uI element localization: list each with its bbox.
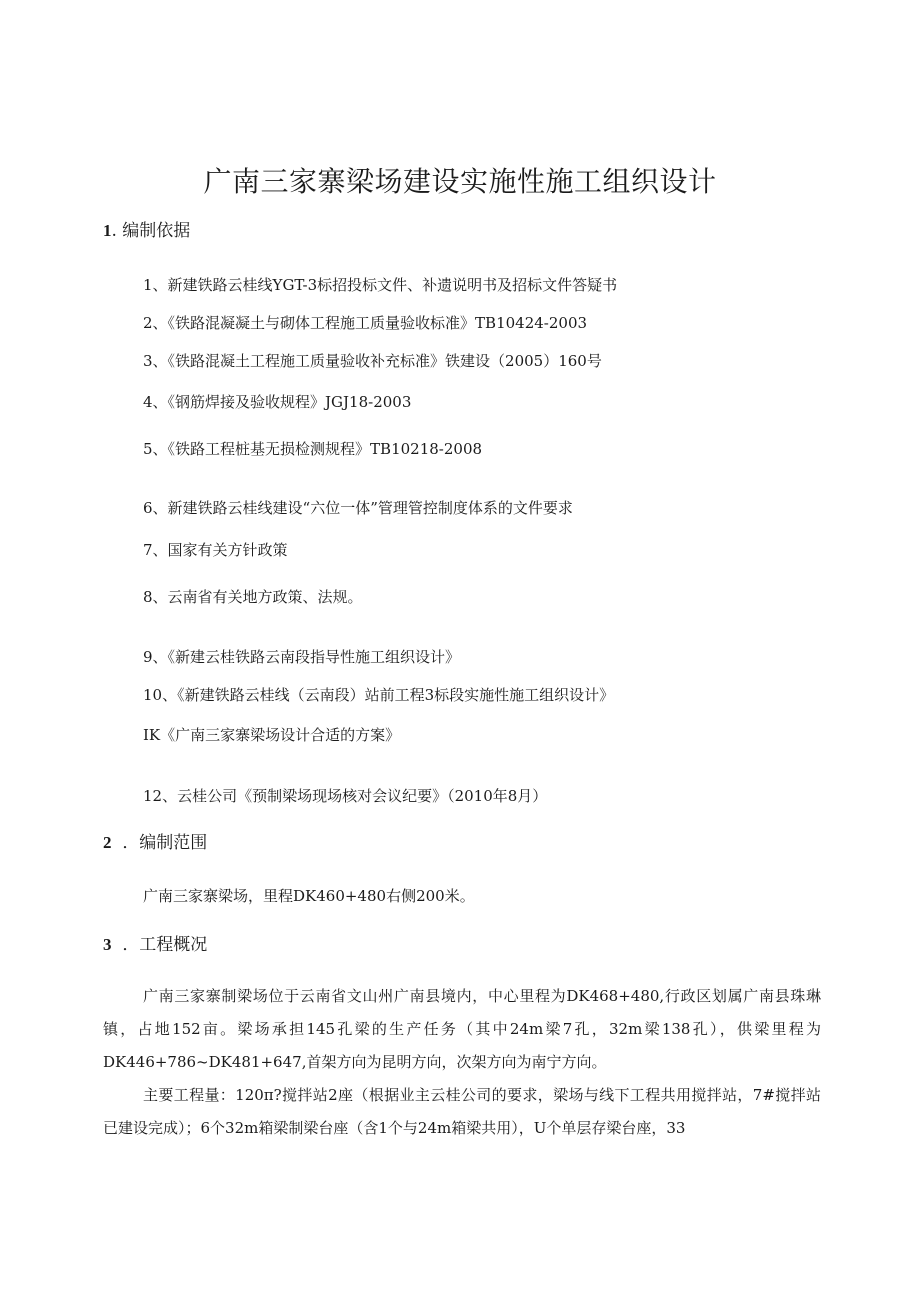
section-number: 2 [103, 833, 112, 852]
section-number: 3 [103, 935, 112, 954]
overview-paragraph-1: 广南三家寨制梁场位于云南省文山州广南县境内，中心里程为DK468+480,行政区划属广南县珠琳镇，占地152亩。梁场承担145孔梁的生产任务（其中24m梁7孔，32m梁138孔），供梁里程为DK446+786~DK481+647,首架方向为昆明方向，次架方向为南宁方向。 [103, 987, 821, 1071]
section-heading-basis [103, 216, 190, 241]
basis-item-1: 1、新建铁路云桂线YGT-3标招投标文件、补遗说明书及招标文件答疑书 [143, 276, 618, 294]
basis-item-5: 5、《铁路工程桩基无损检测规程》TB10218-2008 [143, 440, 483, 458]
overview-paragraph-2: 主要工程量：120π?搅拌站2座（根据业主云桂公司的要求，梁场与线下工程共用搅拌站，7#搅拌站已建设完成）；6个32m箱梁制梁台座（含1个与24m箱梁共用），U个单层存梁台座，33 [103, 1086, 821, 1137]
section-heading-overview [103, 930, 207, 955]
section-title: ．工程概况 [122, 935, 208, 955]
basis-item-3: 3、《铁路混凝土工程施工质量验收补充标准》铁建设（2005）160号 [143, 352, 602, 370]
basis-item-10: 10、《新建铁路云桂线（云南段）站前工程3标段实施性施工组织设计》 [143, 686, 615, 704]
basis-item-12: 12、云桂公司《预制梁场现场核对会议纪要》（2010年8月） [143, 787, 548, 805]
basis-item-4: 4、《钢筋焊接及验收规程》JGJ18-2003 [143, 393, 412, 411]
basis-item-7: 7、国家有关方针政策 [143, 541, 288, 559]
scope-text: 广南三家寨梁场，里程DK460+480右侧200米。 [143, 887, 475, 905]
basis-item-8: 8、云南省有关地方政策、法规。 [143, 588, 363, 606]
document-title: 广南三家寨梁场建设实施性施工组织设计 [203, 165, 717, 198]
section-number: 1 [103, 221, 112, 240]
section-title: ．编制范围 [122, 833, 208, 853]
basis-item-11: IK《广南三家寨梁场设计合适的方案》 [143, 726, 401, 744]
section-heading-scope [103, 828, 207, 853]
basis-item-2: 2、《铁路混凝凝土与砌体工程施工质量验收标准》TB10424-2003 [143, 314, 588, 332]
section-title: . 编制依据 [111, 221, 191, 241]
basis-item-6: 6、新建铁路云桂线建设“六位一体”管理管控制度体系的文件要求 [143, 499, 573, 517]
basis-item-9: 9、《新建云桂铁路云南段指导性施工组织设计》 [143, 648, 461, 666]
